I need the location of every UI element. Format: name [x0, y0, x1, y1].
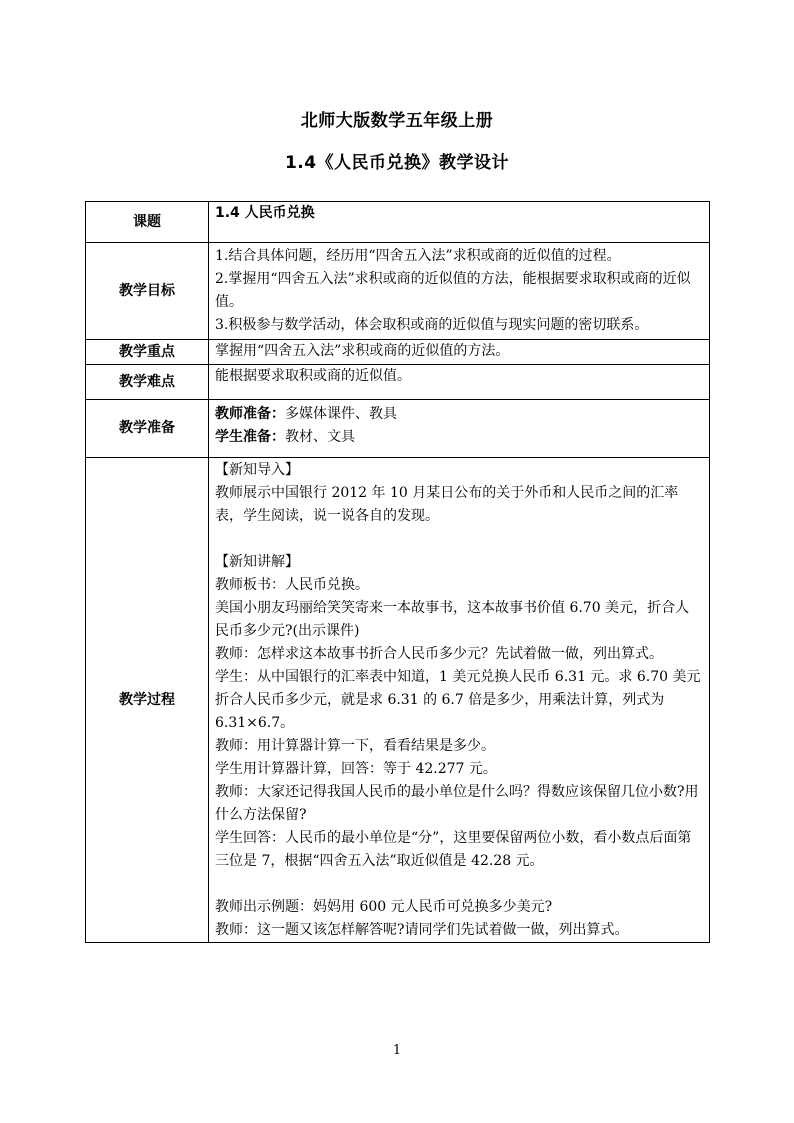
- goal-line: 2.掌握用“四舍五入法”求积或商的近似值的方法，能根据要求取积或商的近似值。: [215, 271, 691, 310]
- process-blank-line: [215, 873, 703, 896]
- document-subtitle: 1.4《人民币兑换》教学设计: [284, 153, 510, 173]
- process-paragraph: 教师展示中国银行 2012 年 10 月某日公布的关于外币和人民币之间的汇率表，学生阅读，说一说各自的发现。: [215, 485, 679, 524]
- process-paragraph: 学生回答：人民币的最小单位是“分”，这里要保留两位小数，看小数点后面第三位是 7，根据“四舍五入法”取近似值是 42.28 元。: [215, 830, 692, 869]
- process-paragraph: 教师：大家还记得我国人民币的最小单位是什么吗？得数应该保留几位小数?用什么方法保留?: [215, 784, 699, 823]
- key-point-label: 教学重点: [86, 340, 209, 365]
- process-blank-line: [215, 528, 703, 551]
- process-paragraph: 教师：怎样求这本故事书折合人民币多少元？先试着做一做，列出算式。: [215, 646, 663, 662]
- process-paragraph: 教师：用计算器计算一下，看看结果是多少。: [215, 738, 495, 754]
- teacher-preparation: [215, 403, 703, 426]
- table-row-key-point: [86, 340, 710, 365]
- student-preparation: [215, 426, 703, 449]
- goal-line: 1.结合具体问题，经历用“四舍五入法”求积或商的近似值的过程。: [215, 248, 621, 264]
- process-content: [209, 458, 710, 943]
- table-row-goals: [86, 243, 710, 340]
- process-label: 教学过程: [86, 458, 209, 943]
- process-paragraph: 美国小朋友玛丽给笑笑寄来一本故事书，这本故事书价值 6.70 美元，折合人民币多少元?(出示课件): [215, 600, 690, 639]
- topic-value: 1.4 人民币兑换: [209, 202, 710, 243]
- process-paragraph: 教师板书：人民币兑换。: [215, 577, 369, 593]
- key-point-value: 掌握用“四舍五入法”求积或商的近似值的方法。: [209, 340, 710, 365]
- table-row-preparation: [86, 400, 710, 458]
- teacher-preparation-label: 教师准备：: [215, 406, 285, 422]
- table-row-process: [86, 458, 710, 943]
- goals-content: [209, 243, 710, 340]
- document-title: 北师大版数学五年级上册: [300, 111, 494, 131]
- preparation-content: [209, 400, 710, 458]
- process-paragraph: 【新知讲解】: [215, 554, 299, 570]
- process-paragraph: 学生用计算器计算，回答：等于 42.277 元。: [215, 761, 497, 777]
- goals-label: 教学目标: [86, 243, 209, 340]
- page-number: 1: [392, 1043, 402, 1058]
- topic-label: 课题: [86, 202, 209, 243]
- process-paragraph: 学生：从中国银行的汇率表中知道，1 美元兑换人民币 6.31 元。求 6.70 美元折合人民币多少元，就是求 6.31 的 6.7 倍是多少，用乘法计算，列式为 6.31×6.7。: [215, 669, 701, 731]
- goal-line: 3.积极参与数学活动，体会取积或商的近似值与现实问题的密切联系。: [215, 317, 649, 333]
- difficulty-value: 能根据要求取积或商的近似值。: [209, 365, 710, 400]
- preparation-label: 教学准备: [86, 400, 209, 458]
- student-preparation-label: 学生准备：: [215, 429, 285, 445]
- teacher-preparation-value: 多媒体课件、教具: [285, 406, 397, 422]
- lesson-plan-table: [85, 201, 710, 943]
- difficulty-label: 教学难点: [86, 365, 209, 400]
- student-preparation-value: 教材、文具: [285, 429, 355, 445]
- table-row-difficulty: [86, 365, 710, 400]
- table-row-topic: [86, 202, 710, 243]
- process-paragraph: 教师出示例题：妈妈用 600 元人民币可兑换多少美元?: [215, 899, 553, 915]
- process-paragraph: 【新知导入】: [215, 462, 299, 478]
- process-paragraph: 教师：这一题又该怎样解答呢?请同学们先试着做一做，列出算式。: [215, 922, 629, 938]
